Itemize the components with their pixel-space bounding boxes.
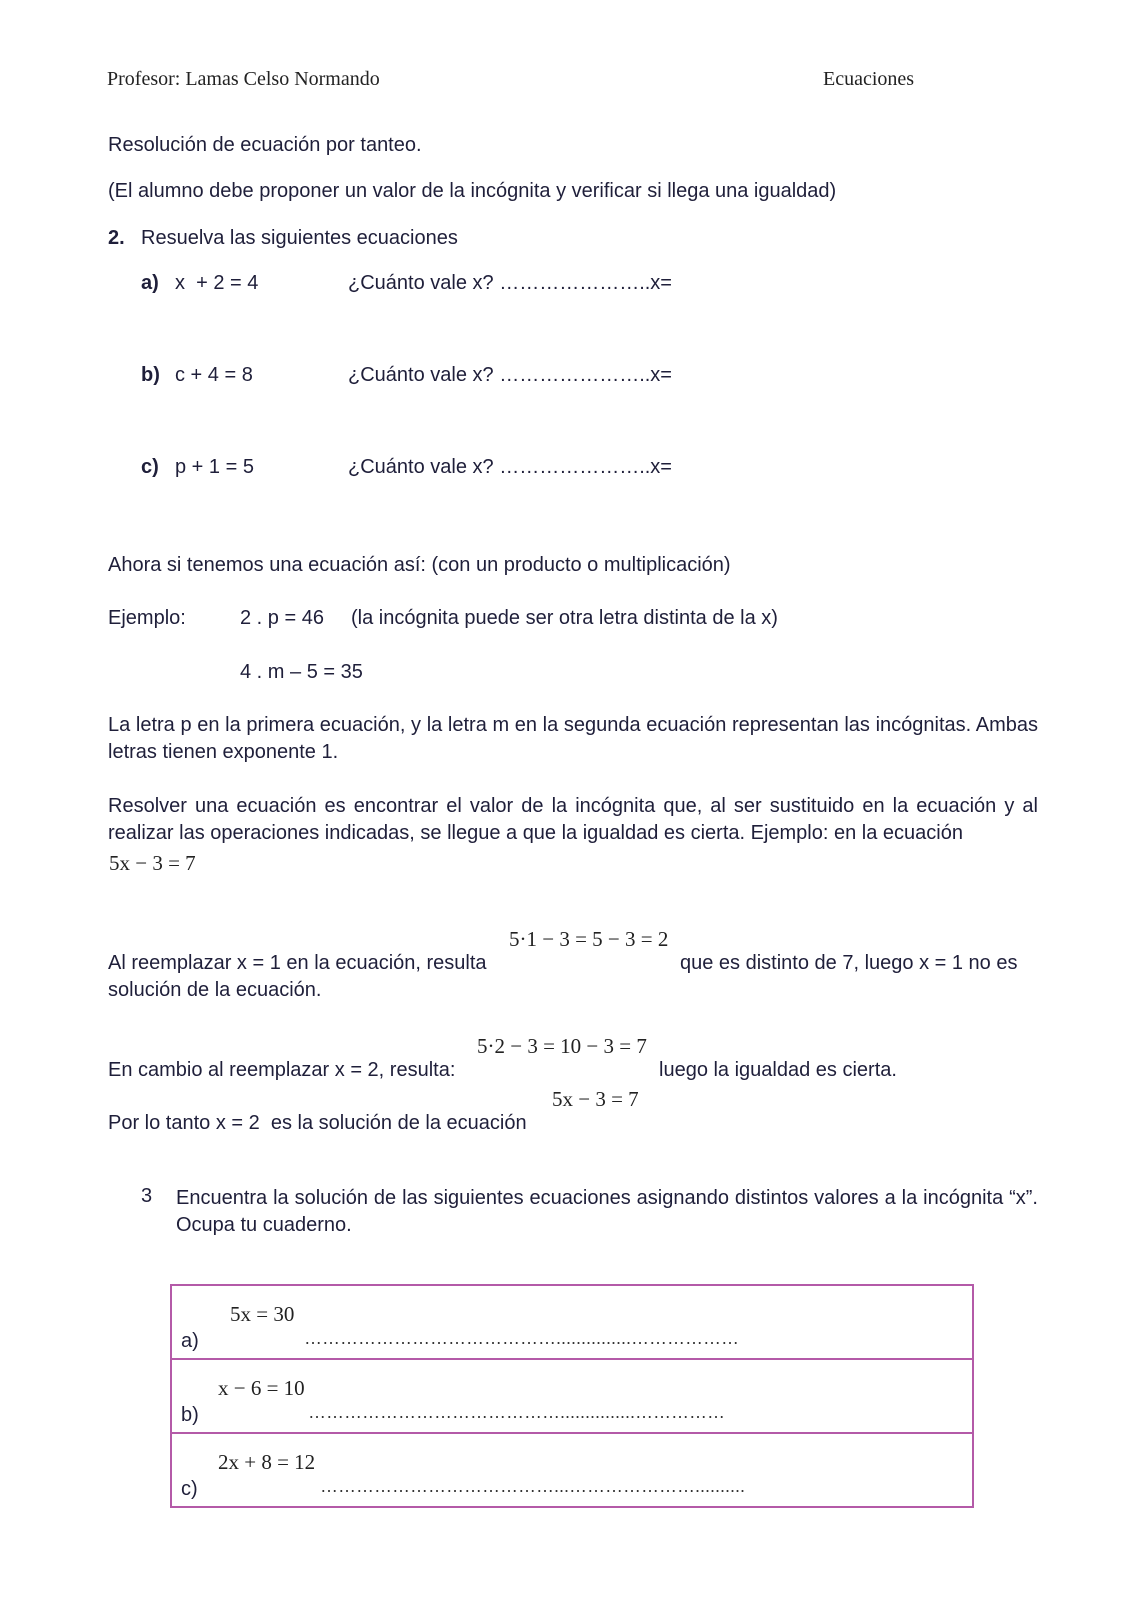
exercise3-number: 3 bbox=[141, 1185, 153, 1207]
answer-row-equation: 5x = 30 bbox=[230, 1302, 295, 1326]
item-question: ¿Cuánto vale x? …………………..x= bbox=[348, 456, 672, 478]
substitution-2-result: luego la igualdad es cierta. bbox=[659, 1059, 897, 1081]
substitution-2-equation: 5·2 − 3 = 10 − 3 = 7 bbox=[477, 1034, 647, 1058]
answer-line: …………………………………...………………….......... bbox=[320, 1476, 746, 1496]
substitution-1-result: que es distinto de 7, luego x = 1 no es bbox=[680, 952, 1018, 974]
answer-row-c bbox=[170, 1432, 974, 1508]
item-question: ¿Cuánto vale x? …………………..x= bbox=[348, 364, 672, 386]
example-equation-main: 5x − 3 = 7 bbox=[109, 851, 196, 875]
item-equation: c + 4 = 8 bbox=[175, 364, 253, 386]
example-label: Ejemplo: bbox=[108, 607, 186, 629]
product-intro: Ahora si tenemos una ecuación así: (con un producto o multiplicación) bbox=[108, 554, 731, 576]
exercise2-number: 2. bbox=[108, 227, 125, 249]
answer-line: ……………………………………...............…………… bbox=[308, 1402, 726, 1422]
example-note: (la incógnita puede ser otra letra distinta de la x) bbox=[351, 607, 778, 629]
substitution-2-text: En cambio al reemplazar x = 2, resulta: bbox=[108, 1059, 456, 1081]
item-equation: x + 2 = 4 bbox=[175, 272, 259, 294]
section-title: Resolución de ecuación por tanteo. bbox=[108, 134, 422, 156]
answer-row-b bbox=[170, 1358, 974, 1432]
substitution-2-equation-original: 5x − 3 = 7 bbox=[552, 1087, 639, 1111]
answer-row-equation: x − 6 = 10 bbox=[218, 1376, 305, 1400]
exercise3-prompt: Encuentra la solución de las siguientes ecuaciones asignando distintos valores a la incógnita “x”. Ocupa tu cuaderno. bbox=[176, 1187, 1038, 1236]
example-equation-1: 2 . p = 46 bbox=[240, 607, 324, 629]
answer-row-a bbox=[170, 1284, 974, 1358]
item-letter: a) bbox=[141, 272, 159, 294]
exercise2-prompt: Resuelva las siguientes ecuaciones bbox=[141, 227, 458, 249]
explanation-paragraph-1: La letra p en la primera ecuación, y la letra m en la segunda ecuación representan las incógnitas. Ambas letras tienen exponente 1. bbox=[108, 714, 1038, 763]
header-topic: Ecuaciones bbox=[823, 68, 915, 90]
item-letter: c) bbox=[141, 456, 159, 478]
item-equation: p + 1 = 5 bbox=[175, 456, 254, 478]
explanation-paragraph-2: Resolver una ecuación es encontrar el valor de la incógnita que, al ser sustituido en la ecuación y al realizar las operaciones indicadas, se llegue a que la igualdad es cierta. Ejemplo: en la ecuación bbox=[108, 795, 1038, 844]
answer-row-letter: b) bbox=[181, 1404, 199, 1426]
answer-row-letter: c) bbox=[181, 1478, 198, 1500]
answer-row-letter: a) bbox=[181, 1330, 199, 1352]
item-question: ¿Cuánto vale x? …………………..x= bbox=[348, 272, 672, 294]
substitution-1-equation: 5·1 − 3 = 5 − 3 = 2 bbox=[509, 927, 669, 951]
answer-line: ……………………………………...............……………… bbox=[304, 1328, 740, 1348]
substitution-1-text: Al reemplazar x = 1 en la ecuación, resulta bbox=[108, 952, 487, 974]
answer-row-equation: 2x + 8 = 12 bbox=[218, 1450, 316, 1474]
substitution-1-continuation: solución de la ecuación. bbox=[108, 979, 322, 1001]
intro-note: (El alumno debe proponer un valor de la incógnita y verificar si llega una igualdad) bbox=[108, 180, 837, 202]
item-letter: b) bbox=[141, 364, 160, 386]
conclusion: Por lo tanto x = 2 es la solución de la ecuación bbox=[108, 1112, 527, 1134]
header-author: Profesor: Lamas Celso Normando bbox=[107, 68, 380, 90]
example-equation-2: 4 . m – 5 = 35 bbox=[240, 661, 363, 683]
